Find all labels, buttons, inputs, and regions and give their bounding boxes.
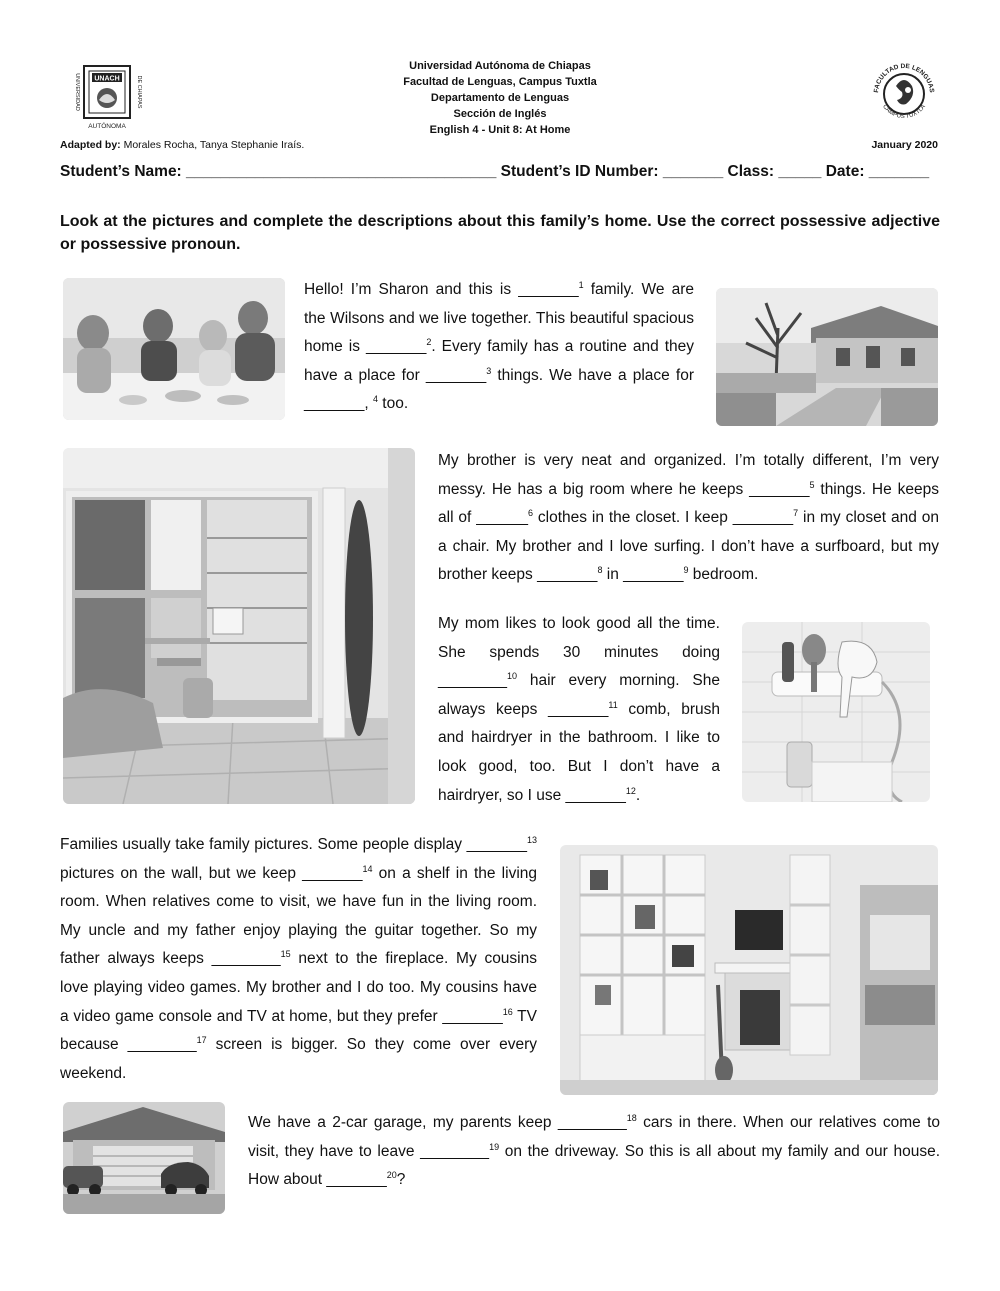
text-run: TV because ________	[60, 1007, 537, 1054]
blank-number-11: 11	[608, 699, 618, 710]
logo-bottom-text: AUTÓNOMA	[88, 123, 126, 130]
bedroom-closet-photo	[63, 448, 415, 804]
faculty-seal	[866, 56, 942, 132]
blank-number-17: 17	[196, 1035, 207, 1045]
logo-emblem-text: UNACH	[94, 75, 120, 83]
text-run: family. We are the Wilsons and we live together. This beautiful spacious home is _______	[304, 281, 694, 356]
paragraph-5	[248, 1109, 940, 1195]
text-run: in my closet and on a chair. My brother and I love surfing. I don’t have a surfboard, but my brother keeps _______	[438, 509, 939, 584]
text-run: things. We have a place for _______,	[304, 366, 694, 413]
text-run: We have a 2-car garage, my parents keep ________	[248, 1114, 627, 1131]
header-date: January 2020	[871, 139, 938, 151]
text-run: My mom likes to look good all the time. She spends 30 minutes doing ________	[438, 615, 720, 690]
text-run: Hello! I’m Sharon and this is _______	[304, 281, 579, 298]
adapted-author: Morales Rocha, Tanya Stephanie Iraís.	[123, 139, 305, 151]
blank-number-14: 14	[362, 863, 373, 874]
living-room-photo	[560, 845, 938, 1095]
blank-number-2: 2	[426, 337, 432, 348]
text-run: clothes in the closet. I keep _______	[532, 509, 794, 527]
seal-top-text: FACULTAD DE LENGUAS	[872, 62, 936, 94]
blank-number-20: 20	[386, 1170, 397, 1181]
text-run: . Every family has a routine and they have a place for _______	[304, 338, 695, 384]
blank-number-7: 7	[793, 508, 799, 519]
blank-number-5: 5	[809, 479, 815, 490]
blank-number-9: 9	[683, 565, 689, 576]
text-run: on a shelf in the living room. When relatives come to visit, we have fun in the living room. My uncle and my father enjoy playing the guitar together. So my father always keeps ________	[60, 864, 538, 968]
text-run: hair every morning. She always keeps _______	[438, 672, 720, 718]
blank-number-16: 16	[502, 1006, 513, 1017]
blank-number-19: 19	[489, 1141, 500, 1152]
family-photo	[63, 278, 285, 420]
blank-number-15: 15	[280, 949, 291, 960]
adapted-by	[60, 139, 304, 151]
text-run: too.	[377, 395, 409, 413]
blank-number-6: 6	[527, 508, 533, 519]
text-run: next to the fireplace. My cousins love playing video games. My brother and I do too. My cousins have a video game console and TV at home, but they prefer _______	[60, 950, 537, 1025]
logo-top-text: UNIVERSIDAD	[74, 73, 80, 111]
blank-number-18: 18	[626, 1112, 637, 1123]
text-run: cars in there. When our relatives come to visit, they have to leave ________	[248, 1114, 940, 1160]
blank-number-8: 8	[597, 565, 603, 576]
paragraph-2	[438, 447, 939, 590]
course-title: English 4 - Unit 8: At Home	[429, 124, 571, 136]
text-run: pictures on the wall, but we keep _______	[60, 864, 363, 882]
logo-side-text: DE CHIAPAS	[136, 75, 142, 109]
paragraph-4	[60, 831, 537, 1088]
paragraph-3	[438, 610, 720, 810]
header-block	[300, 58, 700, 138]
garage-photo	[63, 1102, 225, 1214]
text-run: My brother is very neat and organized. I’m totally different, I’m very messy. He has a big room where he keeps _______	[438, 452, 939, 498]
blank-number-3: 3	[486, 365, 492, 376]
instructions: Look at the pictures and complete the descriptions about this family’s home. Use the correct possessive adjective or possessive pronoun.	[60, 213, 940, 253]
text-run: Families usually take family pictures. Some people display _______	[60, 836, 527, 853]
paragraph-1	[304, 276, 694, 419]
faculty-name: Facultad de Lenguas, Campus Tuxtla	[403, 76, 597, 88]
student-info-line[interactable]: Student’s Name: ____________________________________ Student’s ID Number: _______ Class: _____ Date: _______	[60, 163, 930, 180]
hairdryer-photo	[742, 622, 930, 802]
blank-number-12: 12	[625, 785, 636, 796]
department-name: Departamento de Lenguas	[430, 92, 570, 104]
blank-number-13: 13	[526, 834, 537, 845]
text-run: in _______	[602, 566, 684, 584]
seal-bottom-text: CAMPUS TUXTLA	[881, 103, 927, 121]
text-run: things. He keeps all of ______	[438, 480, 939, 527]
text-run: screen is bigger. So they come over every weekend.	[60, 1036, 537, 1082]
adapted-label: Adapted by:	[60, 139, 121, 151]
text-run: comb, brush and hairdryer in the bathroom. I like to look good, too. But I don’t have a hairdryer, so I use _______	[438, 700, 720, 804]
text-run: on the driveway. So this is all about my family and our house. How about _______	[248, 1142, 941, 1189]
house-photo	[716, 288, 938, 426]
blank-number-10: 10	[506, 671, 517, 682]
text-run: bedroom.	[688, 566, 759, 584]
blank-number-4: 4	[372, 394, 378, 405]
text-run: .	[635, 786, 641, 804]
text-run: ?	[396, 1171, 406, 1189]
section-name: Sección de Inglés	[453, 108, 547, 120]
university-name: Universidad Autónoma de Chiapas	[409, 60, 591, 72]
university-logo	[62, 60, 152, 132]
blank-number-1: 1	[578, 279, 584, 290]
